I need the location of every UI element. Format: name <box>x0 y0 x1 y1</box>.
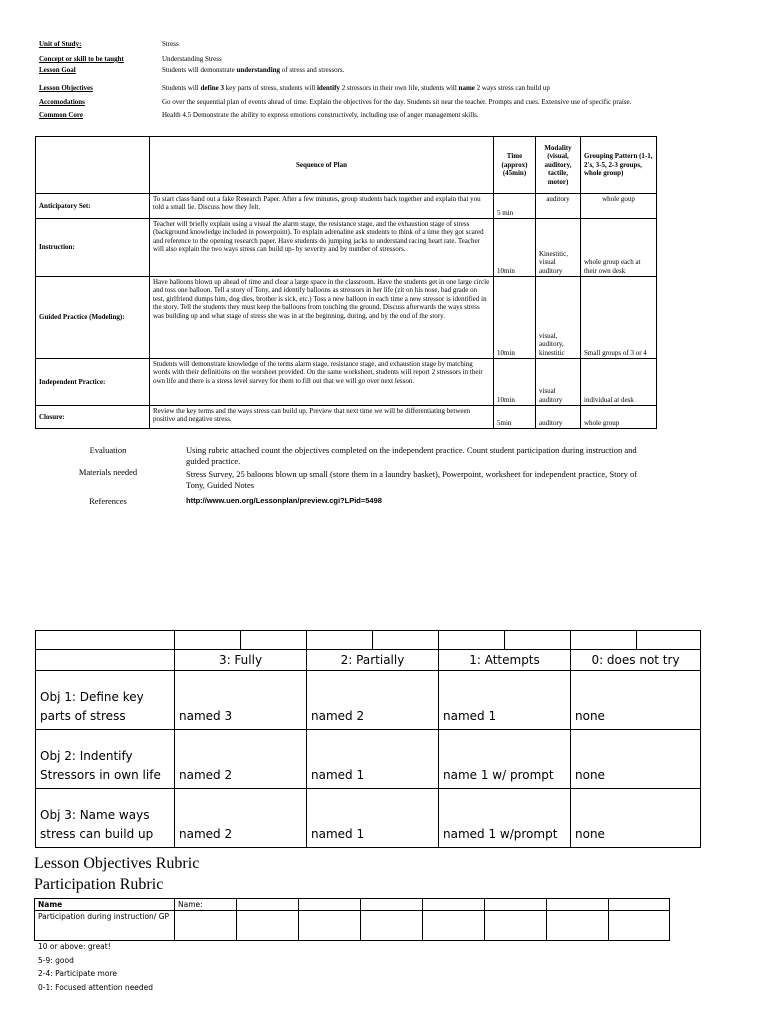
plan-row-sequence: Have balloons blown up ahead of time and clear a large space in the classroom. Have the students get in one large circle and toss one balloon. Tell a story of Tony, and identify balloons as stressors in her life (zit on his nose, bad grade on test, girlfriend dumps him, dog dies, brother is sick, etc.) Toss a new balloon in each time a new stressor is identified in the story. Tell the students they must keep the balloons from touching the ground. Discuss afterwards the ways stress was building up and what stage of stress she was in at the beginning, during, and by the end of the story. <box>150 277 494 359</box>
plan-row-modality: visual, auditory, kinestitic <box>536 277 581 359</box>
rubric-blank-cell <box>36 631 175 650</box>
plan-row-modality: visual auditory <box>536 359 581 406</box>
plan-row-time: 10min <box>494 359 536 406</box>
participation-cell[interactable] <box>423 911 485 941</box>
participation-cell[interactable] <box>237 911 299 941</box>
plan-row-label: Anticipatory Set: <box>36 194 150 219</box>
rubric-cell: none <box>571 730 701 789</box>
plan-row-modality: Kinestitic, visual auditory <box>536 219 581 277</box>
header-value: Students will demonstrate understanding of stress and stressors. <box>162 66 345 74</box>
header-value: Go over the sequential plan of events ahead of time. Explain the objectives for the day. Students sit near the teacher. Prompts and cues. Extensive use of specific praise. <box>162 98 632 106</box>
plan-header-time: Time (approx) (45min) <box>494 137 536 194</box>
plan-header-sequence: Sequence of Plan <box>150 137 494 194</box>
plan-row-grouping: Small groups of 3 or 4 <box>581 277 657 359</box>
header-label: Unit of Study: <box>39 40 82 48</box>
header-value: Understanding Stress <box>162 55 222 63</box>
rubric-header-partially: 2: Partially <box>307 650 439 671</box>
plan-row <box>36 277 657 359</box>
rubric-cell: none <box>571 789 701 848</box>
participation-cell[interactable] <box>423 899 485 911</box>
materials-label: Materials needed <box>78 467 138 477</box>
rubric-cell: none <box>571 671 701 730</box>
rubric-blank-row <box>36 631 701 650</box>
plan-row <box>36 194 657 219</box>
plan-header-grouping: Grouping Pattern (1-1, 2's, 3-5, 2-3 groups, whole group) <box>581 137 657 194</box>
participation-cell[interactable] <box>485 899 547 911</box>
rubric-cell: named 1 <box>439 671 571 730</box>
rubric-blank-cell <box>307 631 373 650</box>
rubric-objective: Obj 3: Name ways stress can build up <box>36 789 175 848</box>
participation-table <box>34 898 670 941</box>
rubric-objective: Obj 2: Indentify Stressors in own life <box>36 730 175 789</box>
rubric-objective: Obj 1: Define key parts of stress <box>36 671 175 730</box>
participation-name-field[interactable]: Name: <box>175 899 237 911</box>
plan-row <box>36 359 657 406</box>
participation-scale <box>38 940 178 994</box>
participation-cell[interactable] <box>237 899 299 911</box>
rubric-header-does-not-try: 0: does not try <box>571 650 701 671</box>
plan-row-label: Closure: <box>36 406 150 429</box>
scale-item: 2-4: Participate more <box>38 969 117 978</box>
participation-row-label: Participation during instruction/ GP <box>35 911 175 941</box>
references-label: References <box>89 496 127 506</box>
participation-cell[interactable] <box>609 911 670 941</box>
plan-row-sequence: Teacher will briefly explain using a visual the alarm stage, the resistance stage, and the exhaustion stage of stress (background knowledge included in powerpoint). To explain adrenaline ask students to think of a time they got scared and reference to the opening research paper. Have students do jumping jacks to understand racing heart rate. Teacher will also explain the two ways stress can build up- by severity and by number of stressors. <box>150 219 494 277</box>
participation-cell[interactable] <box>547 899 609 911</box>
rubric-row <box>36 730 701 789</box>
plan-row <box>36 406 657 429</box>
plan-row-label: Instruction: <box>36 219 150 277</box>
plan-row-sequence: To start class hand out a fake Research Paper. After a few minutes, group students back together and explain that you told a small lie. Discuss how they felt. <box>150 194 494 219</box>
participation-row <box>35 911 670 941</box>
plan-row-modality: auditory <box>536 194 581 219</box>
evaluation-label: Evaluation <box>89 445 127 455</box>
plan-row-sequence: Review the key terms and the ways stress can build up. Preview that next time we will be differentiating between positive and negative stress. <box>150 406 494 429</box>
plan-header-row <box>36 137 657 194</box>
plan-header-modality: Modality (visual, auditory, tactile, motor) <box>536 137 581 194</box>
rubric-blank-cell <box>373 631 439 650</box>
rubric-blank-cell <box>637 631 701 650</box>
rubric-cell: named 1 w/prompt <box>439 789 571 848</box>
participation-cell[interactable] <box>299 911 361 941</box>
references-link[interactable]: http://www.uen.org/Lessonplan/preview.cgi?LPid=5498 <box>186 496 382 505</box>
rubric-blank-cell <box>175 631 241 650</box>
rubric-cell: named 1 <box>307 789 439 848</box>
participation-cell[interactable] <box>175 911 237 941</box>
participation-cell[interactable] <box>361 899 423 911</box>
rubric-cell: named 1 <box>307 730 439 789</box>
participation-cell[interactable] <box>609 899 670 911</box>
rubric-row <box>36 671 701 730</box>
rubric-cell: named 2 <box>175 789 307 848</box>
header-label: Lesson Goal <box>39 66 76 74</box>
participation-cell[interactable] <box>361 911 423 941</box>
rubric-blank-cell <box>571 631 637 650</box>
plan-row-label: Guided Practice (Modeling): <box>36 277 150 359</box>
plan-row-grouping: individual at desk <box>581 359 657 406</box>
rubric-header-row <box>36 650 701 671</box>
rubric-cell: named 2 <box>307 671 439 730</box>
plan-row-grouping: whole group each at their own desk <box>581 219 657 277</box>
rubric-row <box>36 789 701 848</box>
objectives-rubric-table <box>35 630 701 848</box>
sequence-plan-table <box>35 136 657 429</box>
plan-row-label: Independent Practice: <box>36 359 150 406</box>
participation-cell[interactable] <box>299 899 361 911</box>
header-label: Accomodations <box>39 98 85 106</box>
plan-row-grouping: whole group <box>581 406 657 429</box>
materials-text: Stress Survey, 25 baloons blown up small (store them in a laundry basket), Powerpoint, worksheet for independent practice, Story of Tony, Guided Notes <box>186 469 638 490</box>
rubric-cell: named 2 <box>175 730 307 789</box>
plan-row-sequence: Students will demonstrate knowledge of the terms alarm stage, resistance stage, and exhaustion stage by matching words with their definitions on the worsheet provided. On the same worksheet, students will report 2 stressors in their own life and there is a stress level survey for them to fill out that we will go over next lesson. <box>150 359 494 406</box>
plan-row-time: 10min <box>494 277 536 359</box>
rubric-header-blank <box>36 650 175 671</box>
plan-row-grouping: whole goup <box>581 194 657 219</box>
header-label: Lesson Objectives <box>39 84 93 92</box>
plan-row-time: 10min <box>494 219 536 277</box>
plan-row-time: 5 min <box>494 194 536 219</box>
participation-cell[interactable] <box>485 911 547 941</box>
participation-name-header: Name <box>35 899 175 911</box>
header-value: Students will define 3 key parts of stress, students will identify 2 stressors in their own life, students will name 2 ways stress can build up <box>162 84 550 92</box>
rubric-blank-cell <box>241 631 307 650</box>
rubric-header-attempts: 1: Attempts <box>439 650 571 671</box>
rubric-cell: named 3 <box>175 671 307 730</box>
plan-header-blank <box>36 137 150 194</box>
objectives-rubric-title: Lesson Objectives Rubric <box>34 855 200 872</box>
participation-cell[interactable] <box>547 911 609 941</box>
evaluation-text: Using rubric attached count the objectives completed on the independent practice. Count student participation during instruction and guided practice. <box>186 445 637 466</box>
rubric-blank-cell <box>439 631 505 650</box>
header-value: Health 4.5 Demonstrate the ability to express emotions constructively, including use of anger management skills. <box>162 111 479 119</box>
scale-item: 5-9: good <box>38 955 74 965</box>
plan-row-time: 5min <box>494 406 536 429</box>
plan-row <box>36 219 657 277</box>
header-value: Stress <box>162 40 179 48</box>
header-label: Concept or skill to be taught <box>39 55 124 63</box>
plan-row-modality: auditory <box>536 406 581 429</box>
participation-header-row <box>35 899 670 911</box>
header-label: Common Core <box>39 111 84 119</box>
scale-item: 0-1: Focused attention needed <box>38 982 154 992</box>
participation-rubric-title: Participation Rubric <box>34 876 164 893</box>
rubric-cell: name 1 w/ prompt <box>439 730 571 789</box>
rubric-blank-cell <box>505 631 571 650</box>
scale-item: 10 or above: great! <box>38 942 111 951</box>
rubric-header-fully: 3: Fully <box>175 650 307 671</box>
